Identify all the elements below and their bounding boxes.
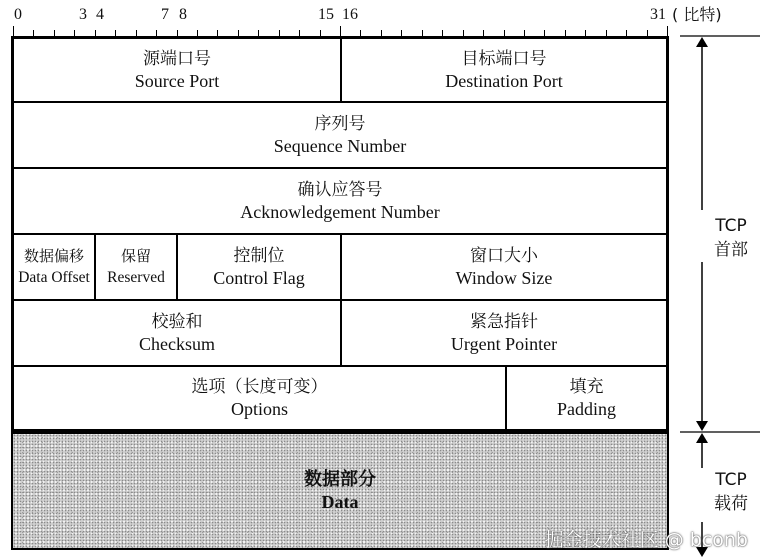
window-size-cn: 窗口大小 [470, 246, 538, 266]
urgent-pointer-field [341, 300, 667, 366]
bit-label-8: 8 [179, 6, 187, 23]
bit-ruler [0, 0, 762, 40]
options-cn: 选项（长度可变） [191, 377, 328, 397]
options-field [13, 366, 506, 430]
tcp-header-box [11, 36, 669, 432]
options-en: Options [230, 399, 288, 419]
checksum-field [13, 300, 341, 366]
tcp-payload-label-line1: TCP [715, 470, 747, 490]
urgent-pointer-en: Urgent Pointer [450, 334, 558, 354]
window-size-en: Window Size [455, 268, 553, 288]
sequence-number-cn: 序列号 [314, 114, 366, 134]
destination-port-cn: 目标端口号 [461, 49, 547, 69]
data-offset-field [13, 234, 95, 300]
destination-port-field [341, 38, 667, 102]
padding-field [506, 366, 667, 430]
data-offset-en: Data Offset [18, 269, 90, 286]
sequence-number-field [13, 102, 667, 168]
destination-port-en: Destination Port [445, 71, 563, 91]
tcp-payload-label-line2: 载荷 [714, 494, 748, 514]
source-port-field [13, 38, 341, 102]
checksum-cn: 校验和 [151, 312, 203, 332]
bit-label-16: 16 [342, 6, 358, 23]
ack-number-cn: 确认应答号 [297, 180, 383, 200]
watermark: 掘金技术社区 @ bconb [544, 529, 748, 551]
ack-number-field [13, 168, 667, 234]
bit-label-3: 3 [79, 6, 87, 23]
urgent-pointer-cn: 紧急指针 [470, 312, 538, 332]
data-cn: 数据部分 [304, 469, 376, 490]
bit-unit-label: ( 比特) [672, 5, 722, 24]
control-flag-field [177, 234, 341, 300]
reserved-en: Reserved [107, 269, 165, 286]
bit-label-7: 7 [161, 6, 169, 23]
source-port-cn: 源端口号 [143, 49, 211, 69]
window-size-field [341, 234, 667, 300]
tcp-header-label-line1: TCP [715, 216, 747, 236]
bit-label-0: 0 [14, 6, 22, 23]
data-en: Data [321, 492, 359, 512]
ack-number-en: Acknowledgement Number [240, 202, 440, 222]
bit-label-15: 15 [318, 6, 334, 23]
data-offset-cn: 数据偏移 [23, 247, 84, 265]
reserved-field [95, 234, 177, 300]
control-flag-en: Control Flag [213, 268, 305, 288]
tcp-payload-label [703, 468, 759, 516]
tcp-header-label [703, 214, 759, 262]
checksum-en: Checksum [139, 334, 215, 354]
bit-label-4: 4 [96, 6, 104, 23]
control-flag-cn: 控制位 [233, 246, 285, 266]
bit-label-31: 31 [650, 6, 666, 23]
tcp-header-label-line2: 首部 [714, 240, 748, 260]
source-port-en: Source Port [134, 71, 220, 91]
sequence-number-en: Sequence Number [273, 136, 407, 156]
padding-en: Padding [556, 399, 616, 419]
reserved-cn: 保留 [120, 247, 151, 265]
padding-cn: 填充 [569, 377, 604, 397]
